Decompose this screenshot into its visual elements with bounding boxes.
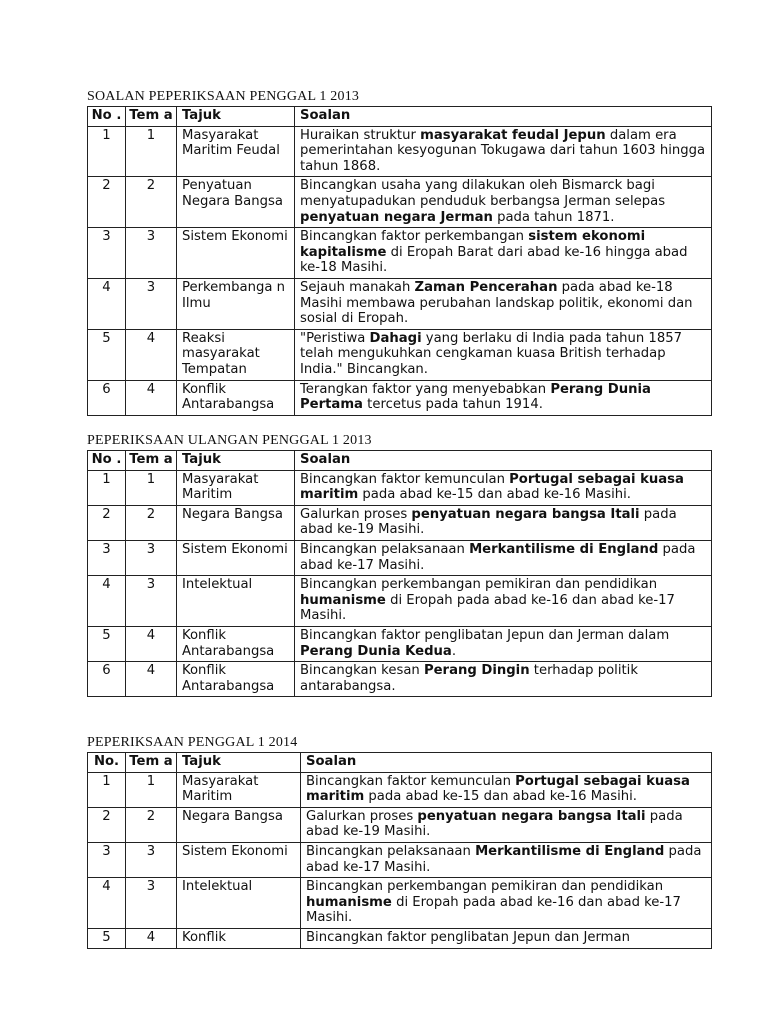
cell-no: 4	[88, 878, 126, 929]
table-row	[88, 505, 712, 540]
exam-section-1	[87, 88, 712, 416]
question-text: pada abad ke-19 Masihi.	[300, 506, 677, 538]
question-text: Terangkan faktor yang menyebabkan	[300, 381, 551, 397]
keyword-bold: sistem ekonomi kapitalisme	[300, 229, 646, 260]
cell-soalan	[301, 928, 712, 948]
cell-no: 5	[88, 928, 126, 948]
question-text: pada tahun 1871.	[492, 209, 615, 225]
table-row	[88, 329, 712, 380]
cell-tema: 4	[126, 662, 177, 697]
cell-no: 2	[88, 807, 126, 842]
header-tema: Tem a	[126, 107, 177, 127]
header-tema: Tem a	[126, 753, 177, 773]
question-text: Bincangkan kesan	[300, 663, 424, 679]
cell-soalan	[295, 278, 712, 329]
table-header-row	[88, 107, 712, 127]
cell-tema: 4	[126, 626, 177, 661]
cell-tajuk: Konflik Antarabangsa	[177, 662, 295, 697]
keyword-bold: Perang Dunia Kedua	[300, 643, 452, 659]
cell-soalan	[295, 228, 712, 279]
table-row	[88, 626, 712, 661]
cell-tajuk: Intelektual	[177, 576, 295, 627]
question-text: yang berlaku di India pada tahun 1857 telah mengukuhkan cengkaman kuasa British terhadap India." Bincangkan.	[300, 330, 682, 377]
exam-section-3	[87, 734, 712, 949]
cell-no: 1	[88, 126, 126, 177]
question-text: dalam era pemerintahan kesyogunan Tokugawa dari tahun 1603 hingga tahun 1868.	[300, 127, 706, 174]
table-row	[88, 928, 712, 948]
questions-table	[87, 752, 712, 949]
cell-soalan	[295, 662, 712, 697]
keyword-bold: Merkantilisme di England	[469, 541, 659, 557]
cell-no: 6	[88, 380, 126, 415]
section-title: SOALAN PEPERIKSAAN PENGGAL 1 2013	[87, 89, 360, 104]
question-text: pada abad ke-19 Masihi.	[306, 808, 683, 840]
keyword-bold: Perang Dunia Pertama	[300, 381, 651, 413]
cell-tajuk: Negara Bangsa	[177, 505, 295, 540]
table-row	[88, 576, 712, 627]
keyword-bold: penyatuan negara bangsa Itali	[411, 506, 640, 522]
question-text: Bincangkan faktor kemunculan	[300, 471, 510, 487]
cell-tema: 3	[126, 842, 177, 877]
question-text: Bincangkan pelaksanaan	[306, 843, 476, 859]
cell-tema: 3	[126, 228, 177, 279]
header-tajuk: Tajuk	[177, 107, 295, 127]
cell-soalan	[301, 842, 712, 877]
cell-soalan	[295, 380, 712, 415]
question-text: Galurkan proses	[306, 808, 418, 824]
keyword-bold: Perang Dingin	[423, 663, 530, 679]
cell-no: 2	[88, 505, 126, 540]
table-row	[88, 878, 712, 929]
header-soalan: Soalan	[295, 107, 712, 127]
cell-tajuk: Konflik Antarabangsa	[177, 380, 295, 415]
table-header-row	[88, 753, 712, 773]
cell-tajuk: Sistem Ekonomi	[177, 842, 301, 877]
cell-soalan	[295, 505, 712, 540]
cell-tema: 3	[126, 878, 177, 929]
cell-tema: 4	[126, 329, 177, 380]
cell-soalan	[295, 626, 712, 661]
cell-tajuk: Masyarakat Maritim	[177, 470, 295, 505]
header-soalan: Soalan	[295, 451, 712, 471]
cell-soalan	[295, 329, 712, 380]
cell-tajuk: Intelektual	[177, 878, 301, 929]
cell-no: 1	[88, 772, 126, 807]
questions-table	[87, 106, 712, 416]
question-text: di Eropah pada abad ke-16 dan abad ke-17 Masihi.	[300, 592, 675, 624]
table-row	[88, 807, 712, 842]
cell-tema: 3	[126, 278, 177, 329]
keyword-bold: Portugal sebagai kuasa maritim	[306, 773, 690, 805]
cell-soalan	[295, 126, 712, 177]
cell-tajuk: Negara Bangsa	[177, 807, 301, 842]
cell-tajuk: Sistem Ekonomi	[177, 540, 295, 575]
cell-soalan	[295, 576, 712, 627]
question-text: "Peristiwa	[300, 330, 370, 346]
cell-no: 4	[88, 278, 126, 329]
question-text: .	[451, 643, 457, 659]
cell-tema: 4	[126, 928, 177, 948]
question-text: pada abad ke-15 dan abad ke-16 Masihi.	[364, 789, 637, 805]
table-row	[88, 228, 712, 279]
keyword-bold: humanisme	[306, 894, 392, 910]
question-text: Bincangkan faktor perkembangan	[300, 229, 529, 245]
keyword-bold: masyarakat feudal Jepun	[420, 127, 606, 143]
exam-section-2	[87, 432, 712, 697]
cell-soalan	[295, 470, 712, 505]
table-row	[88, 278, 712, 329]
cell-tajuk: Perkembanga n Ilmu	[177, 278, 295, 329]
table-row	[88, 842, 712, 877]
header-tajuk: Tajuk	[177, 753, 301, 773]
keyword-bold: penyatuan negara Jerman	[300, 209, 493, 225]
table-header-row	[88, 451, 712, 471]
question-text: Sejauh manakah	[300, 279, 415, 295]
header-no: No .	[88, 451, 126, 471]
question-text: Bincangkan usaha yang dilakukan oleh Bismarck bagi menyatupadukan penduduk berbangsa Jerman selepas	[300, 178, 666, 209]
cell-tajuk: Sistem Ekonomi	[177, 228, 295, 279]
question-text: pada abad ke-17 Masihi.	[306, 843, 702, 875]
table-row	[88, 126, 712, 177]
question-text: Bincangkan faktor penglibatan Jepun dan Jerman dalam	[300, 627, 670, 643]
keyword-bold: penyatuan negara bangsa Itali	[417, 808, 646, 824]
cell-tema: 2	[126, 807, 177, 842]
cell-no: 5	[88, 626, 126, 661]
table-row	[88, 470, 712, 505]
question-text: Bincangkan perkembangan pemikiran dan pendidikan	[306, 879, 664, 895]
keyword-bold: humanisme	[300, 592, 386, 608]
cell-tajuk: Konflik Antarabangsa	[177, 626, 295, 661]
cell-tajuk: Penyatuan Negara Bangsa	[177, 177, 295, 228]
cell-soalan	[301, 807, 712, 842]
question-text: Bincangkan faktor penglibatan Jepun dan Jerman	[306, 929, 630, 945]
table-row	[88, 380, 712, 415]
question-text: Galurkan proses	[300, 506, 412, 522]
cell-no: 1	[88, 470, 126, 505]
question-text: pada abad ke-17 Masihi.	[300, 541, 696, 573]
cell-soalan	[301, 878, 712, 929]
table-row	[88, 662, 712, 697]
cell-no: 5	[88, 329, 126, 380]
question-text: pada abad ke-15 dan abad ke-16 Masihi.	[358, 487, 631, 503]
cell-tajuk: Masyarakat Maritim	[177, 772, 301, 807]
question-text: Bincangkan perkembangan pemikiran dan pendidikan	[300, 577, 658, 593]
cell-tema: 3	[126, 576, 177, 627]
cell-tema: 1	[126, 126, 177, 177]
cell-no: 4	[88, 576, 126, 627]
question-text: Huraikan struktur	[300, 127, 421, 143]
question-text: tercetus pada tahun 1914.	[362, 397, 543, 413]
cell-tajuk: Konflik	[177, 928, 301, 948]
section-title: PEPERIKSAAN PENGGAL 1 2014	[87, 735, 298, 750]
cell-soalan	[295, 177, 712, 228]
table-row	[88, 540, 712, 575]
cell-tajuk: Reaksi masyarakat Tempatan	[177, 329, 295, 380]
cell-tema: 1	[126, 470, 177, 505]
cell-soalan	[301, 772, 712, 807]
keyword-bold: Dahagi	[369, 330, 422, 346]
cell-no: 2	[88, 177, 126, 228]
cell-tema: 4	[126, 380, 177, 415]
header-no: No .	[88, 107, 126, 127]
question-text: terhadap politik antarabangsa.	[300, 663, 638, 694]
cell-tema: 2	[126, 177, 177, 228]
keyword-bold: Merkantilisme di England	[475, 843, 665, 859]
header-no: No.	[88, 753, 126, 773]
header-tema: Tem a	[126, 451, 177, 471]
cell-no: 3	[88, 228, 126, 279]
cell-no: 3	[88, 540, 126, 575]
header-soalan: Soalan	[301, 753, 712, 773]
cell-tema: 1	[126, 772, 177, 807]
keyword-bold: Zaman Pencerahan	[414, 279, 558, 295]
keyword-bold: Portugal sebagai kuasa maritim	[300, 471, 684, 503]
header-tajuk: Tajuk	[177, 451, 295, 471]
cell-tema: 2	[126, 505, 177, 540]
cell-tema: 3	[126, 540, 177, 575]
question-text: Bincangkan faktor kemunculan	[306, 773, 516, 789]
cell-no: 6	[88, 662, 126, 697]
question-text: di Eropah pada abad ke-16 dan abad ke-17 Masihi.	[306, 894, 681, 926]
questions-table	[87, 450, 712, 697]
table-row	[88, 772, 712, 807]
question-text: di Eropah Barat dari abad ke-16 hingga abad ke-18 Masihi.	[300, 244, 688, 276]
question-text: pada abad ke-18 Masihi membawa perubahan landskap politik, ekonomi dan sosial di Eropah.	[300, 279, 693, 327]
cell-no: 3	[88, 842, 126, 877]
section-title: PEPERIKSAAN ULANGAN PENGGAL 1 2013	[87, 433, 372, 448]
cell-soalan	[295, 540, 712, 575]
question-text: Bincangkan pelaksanaan	[300, 541, 470, 557]
cell-tajuk: Masyarakat Maritim Feudal	[177, 126, 295, 177]
table-row	[88, 177, 712, 228]
